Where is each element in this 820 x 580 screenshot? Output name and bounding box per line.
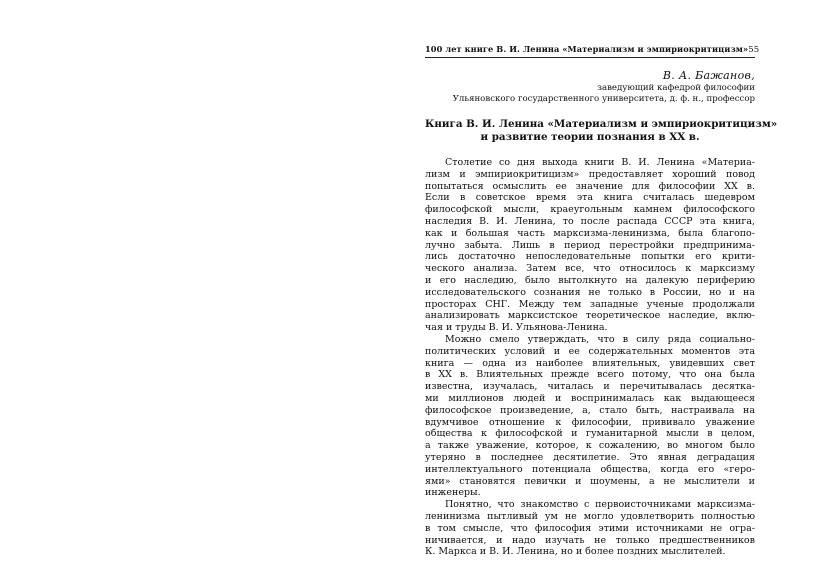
text-line: а также уважение, которое, к сожалению, во многом было [425, 440, 755, 452]
text-line: утеряно в последнее десятилетие. Это явная деградация [425, 451, 755, 463]
text-line: интеллектуального потенциала общества, когда его «геро- [425, 463, 755, 475]
page-number: 55 [748, 45, 760, 55]
text-line: ми миллионов людей и воспринималась как выдающееся [425, 392, 755, 404]
author-block [425, 69, 755, 105]
text-line: анализировать марксистское теоретическое наследие, вклю- [425, 310, 755, 322]
text-line: ленинизма пытливый ум не могло удовлетворить полностью [425, 510, 755, 522]
author-name: В. А. Бажанов, [662, 69, 755, 82]
text-line: инженеры. [425, 487, 481, 499]
article-body [425, 157, 755, 558]
header-rule [425, 57, 755, 58]
author-position: заведующий кафедрой философии [597, 83, 755, 93]
text-line: ческого анализа. Затем все, что относилось к марксизму [425, 263, 755, 275]
text-line: лись достаточно непоследовательные попытки его крити- [425, 251, 755, 263]
text-line: Если в советское время эта книга считалась шедевром [425, 192, 755, 204]
text-line: К. Маркса и В. И. Ленина, но и более поздних мыслителей. [425, 546, 726, 558]
book-page [425, 44, 778, 558]
text-line: Столетие со дня выхода книги В. И. Ленина «Материа- [445, 157, 755, 168]
text-line: просторах СНГ. Между тем западные ученые продолжали [425, 298, 755, 310]
text-line: Понятно, что знакомство с первоисточниками марксизма- [445, 499, 755, 511]
text-line: ями» становятся певички и шоумены, а не мыслители и [425, 475, 755, 487]
article-title-line-1: Книга В. И. Ленина «Материализм и эмпириокритицизм» [425, 118, 778, 130]
text-line: исследовательского сознания не только в России, но и на [425, 286, 755, 298]
paragraph [425, 157, 755, 334]
text-line: ничивается, и надо изучать не только предшественников [425, 534, 755, 546]
text-line: известна, изучалась, читалась и перечитывалась десятка- [425, 381, 755, 393]
paragraph [425, 334, 755, 499]
text-line: книга — одна из наиболее влиятельных, увидевших свет [425, 357, 755, 369]
text-line: Можно смело утверждать, что в силу ряда социально- [445, 333, 755, 345]
text-line: общества к философской и гуманитарной мысли в целом, [425, 428, 755, 440]
text-line: лучно забыта. Лишь в период перестройки предпринима- [425, 239, 755, 251]
text-line: как и большая часть марксизма-ленинизма, была благопо- [425, 227, 755, 239]
text-line: чая и труды В. И. Ульянова-Ленина. [425, 322, 608, 334]
running-head [425, 44, 760, 55]
text-line: вдумчивое отношение к философии, прививало уважение [425, 416, 755, 428]
text-line: философское произведение, а, стало быть, настраивала на [425, 404, 755, 416]
text-line: философской мысли, краеугольным камнем философского [425, 204, 755, 216]
text-line: лизм и эмпириокритицизм» предоставляет хороший повод [425, 168, 755, 180]
article-title [425, 118, 778, 144]
text-line: попытаться осмыслить ее значение для философии XX в. [425, 180, 755, 192]
text-line: в XX в. Влиятельных прежде всего потому, что она была [425, 369, 755, 381]
text-line: политических условий и ее содержательных моментов эта [425, 345, 755, 357]
paragraph [425, 499, 755, 558]
text-line: наследия В. И. Ленина, то после распада СССР эта книга, [425, 215, 755, 227]
running-head-title: 100 лет книге В. И. Ленина «Материализм и эмпириокритицизм» [425, 44, 749, 54]
text-line: и его наследию, было вытолкнуто на далекую периферию [425, 274, 755, 286]
article-title-line-2: и развитие теории познания в XX в. [480, 131, 700, 143]
author-affiliation: Ульяновского государственного университета, д. ф. н., профессор [452, 94, 755, 104]
text-line: в том смысле, что философия этими источниками не огра- [425, 522, 755, 534]
